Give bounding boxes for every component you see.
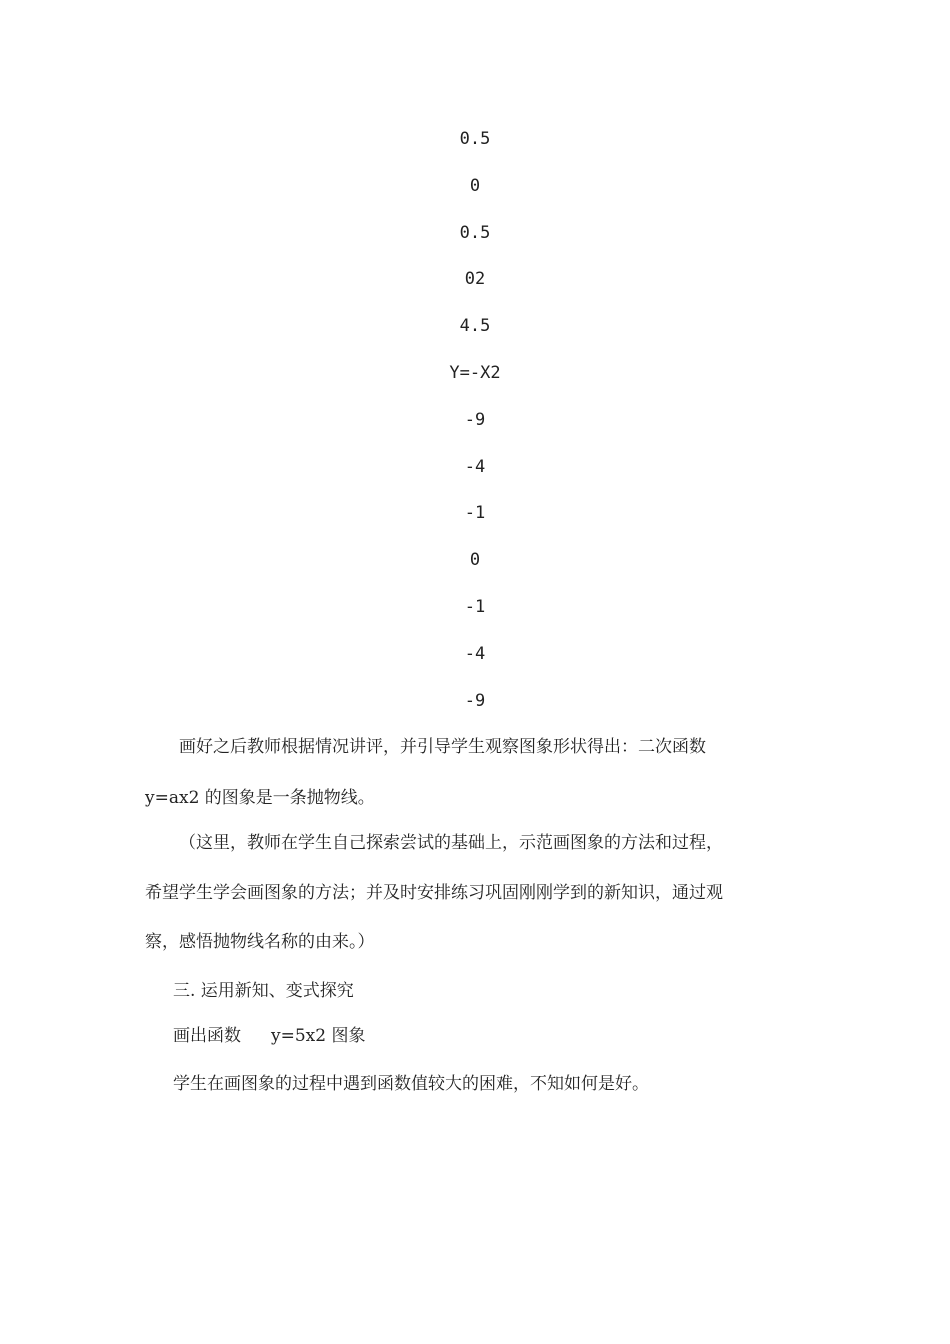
paragraph-line: 画好之后教师根据情况讲评，并引导学生观察图象形状得出：二次函数 [179, 737, 706, 757]
table-value: -4 [464, 643, 486, 664]
table-value: 0 [469, 550, 481, 571]
task-formula: y=5x2 图象 [271, 1026, 366, 1046]
paragraph-line: 察，感悟抛物线名称的由来。） [145, 932, 375, 952]
table-value: -1 [464, 503, 486, 524]
table-value: 4.5 [459, 316, 491, 337]
table-value: -1 [464, 596, 486, 617]
paragraph-line: 学生在画图象的过程中遇到函数值较大的困难，不知如何是好。 [173, 1074, 649, 1094]
table-value: 0.5 [459, 222, 491, 243]
table-value: 02 [464, 269, 486, 290]
table-value-column [0, 125, 950, 733]
table-value: 0 [469, 175, 481, 196]
task-line [173, 1022, 843, 1050]
paragraph-line: （这里，教师在学生自己探索尝试的基础上，示范画图象的方法和过程， [179, 833, 723, 853]
table-value: -4 [464, 456, 486, 477]
table-row-label: Y=-X2 [449, 362, 501, 383]
task-prefix: 画出函数 [173, 1026, 241, 1046]
section-heading: 三. 运用新知、变式探究 [173, 981, 354, 1001]
table-value: -9 [464, 690, 486, 711]
table-value: -9 [464, 409, 486, 430]
paragraph-line: y=ax2 的图象是一条抛物线。 [145, 788, 375, 808]
paragraph-line: 希望学生学会画图象的方法；并及时安排练习巩固刚刚学到的新知识，通过观 [145, 883, 723, 903]
table-value: 0.5 [459, 129, 491, 149]
